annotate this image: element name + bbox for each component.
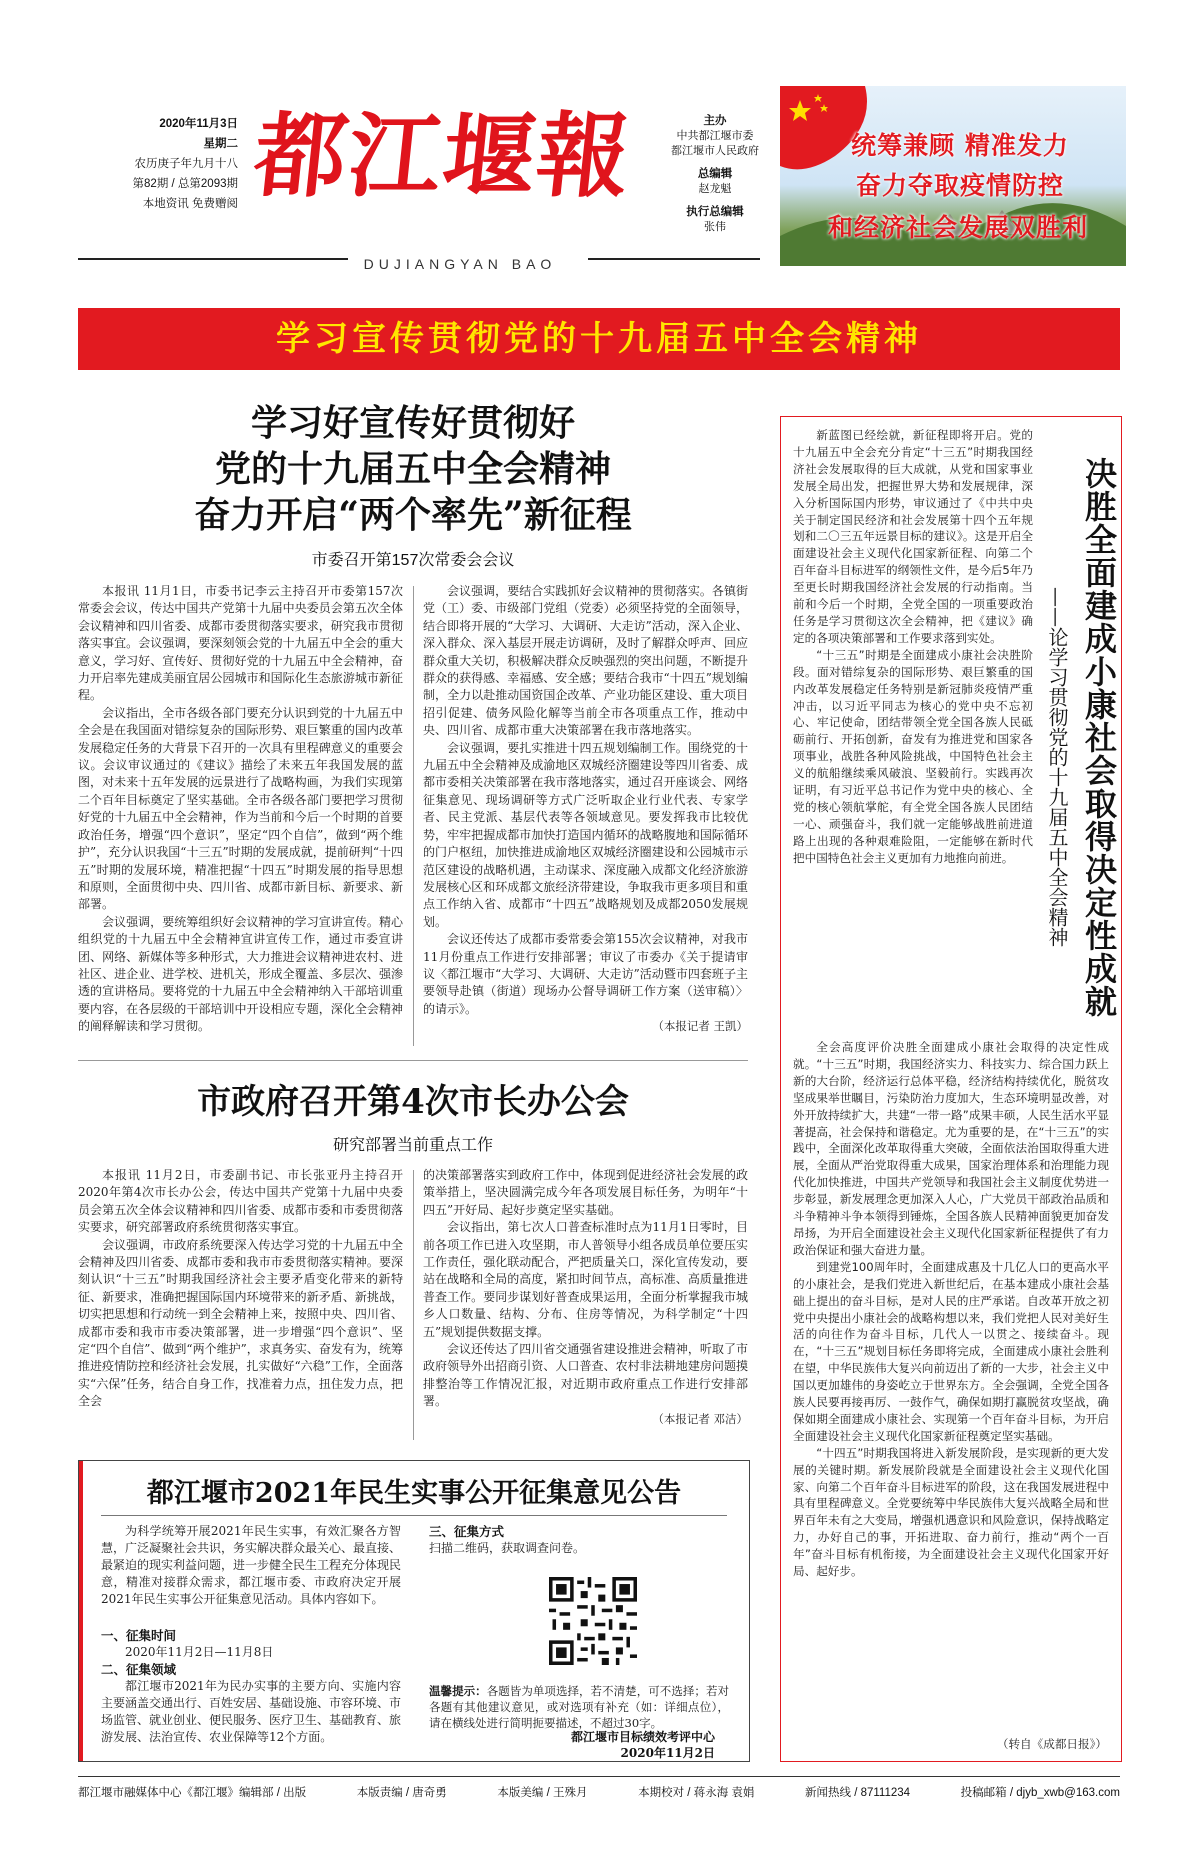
footer-editor: 本版责编 / 唐奇勇 <box>356 1787 447 1799</box>
article2-paragraph: 会议指出，第七次人口普查标准时点为11月1日零时，目前各项工作已进入攻坚期，市人普领导小组各成员单位要压实工作责任，强化联动配合，严把质量关口，深化宣传发动，要站在战略和全局的高度，紧扣时间节点，高标准、高质量推进普查工作。要同步谋划好普查成果运用，全面分析掌握我市城乡人口数量、结构、分布、住房等情况，为科学制定“十四五”规划提供数据支撑。 <box>423 1220 748 1339</box>
editor-name: 赵龙魁 <box>698 183 732 195</box>
notice-right-col <box>429 1523 729 1557</box>
notice-sec1-text: 2020年11月2日—11月8日 <box>125 1645 274 1659</box>
article1-column-left <box>78 583 403 1036</box>
notice-sec2-title: 二、征集领域 <box>101 1662 177 1677</box>
article1-paragraph: 会议强调，要扎实推进十四五规划编制工作。围绕党的十九届五中全会精神及成渝地区双城经济圈建设等四川省委、成都市委相关决策部署在我市落地落实，通过召开座谈会、网络征集意见、现场调研等方式广泛听取企业行业代表、专家学者、民主党派、基层代表等各领域意见。要发挥我市比较优势，牢牢把握成都市加快打造国内循环的战略腹地和国际循环的门户枢纽，加快推进成渝地区双城经济圈建设和公园城市示范区建设的战略机遇，主动谋求、深度融入成都文化经济旅游发展核心区和环成都文旅经济带建设，争取我市更多项目和重点工作纳入省、成都市“十四五”战略规划及成都2050发展规划。 <box>423 740 748 929</box>
article2-paragraph: 会议还传达了四川省交通强省建设推进会精神，听取了市政府领导外出招商引资、人口普查、农村非法耕地建房问题摸排整治等工作情况汇报，对近期市政府重点工作进行安排部署。 <box>423 1342 748 1409</box>
commentary-paragraph: “十三五”时期是全面建成小康社会决胜阶段。面对错综复杂的国际形势、艰巨繁重的国内改革发展稳定任务特别是新冠肺炎疫情严重冲击，以习近平同志为核心的党中央不忘初心、牢记使命，团结带领全党全国各族人民砥砺前行、开拓创新，奋发有为推进党和国家各项事业，战胜各种风险挑战，中国特色社会主义的航船继续乘风破浪、坚毅前行。实践再次证明，有习近平总书记作为党中央的核心、全党的核心领航掌舵，有全党全国各族人民团结一心、顽强奋斗，我们就一定能够战胜前进道路上出现的各种艰难险阻，一定能够在新时代把中国特色社会主义更加有力地推向前进。 <box>793 647 1033 865</box>
column-divider <box>413 586 414 1046</box>
footer-publisher: 都江堰市融媒体中心《都江堰》编辑部 / 出版 <box>78 1787 307 1799</box>
host-2: 都江堰市人民政府 <box>671 145 759 157</box>
issue-date: 2020年11月3日 <box>159 118 238 130</box>
ad-line-2: 奋力夺取疫情防控 <box>855 171 1064 200</box>
commentary-subtitle: ——论学习贯彻党的十九届五中全会精神 <box>1045 587 1069 947</box>
notice-tip-text: 各题皆为单项选择，若不清楚，可不选择；若对各题有其他建议意见，或对选项有补充（如：详细点位），请在横线处进行简明扼要描述，不超过30字。 <box>429 1684 730 1730</box>
article2-headline: 市政府召开第4次市长办公会 <box>197 1082 629 1122</box>
commentary-paragraph: “十四五”时期我国将进入新发展阶段，是实现新的更大发展的关键时期。新发展阶段就是全面建设社会主义现代化国家、向第二个百年奋斗目标进军的阶段，这在我国发展进程中具有里程碑意义。全党要统筹中华民族伟大复兴战略全局和世界百年未有之大变局，增强机遇意识和风险意识，保持战略定力，办好自己的事，开拓进取、奋力前行，推动“两个一百年”奋斗目标有机衔接，为全面建设社会主义现代化国家开好局、起好步。 <box>793 1445 1109 1579</box>
exec-editor-label: 执行总编辑 <box>686 206 744 218</box>
masthead-rule-right <box>588 258 760 260</box>
article2-paragraph: 本报讯 11月2日，市委副书记、市长张亚丹主持召开2020年第4次市长办公会，传达中国共产党第十九届中央委员会第五次全体会议精神和四川省委、成都市委和市委贯彻落实要求，研究部署政府系统贯彻落实事宜。 <box>78 1168 403 1235</box>
masthead-rule-left <box>78 258 348 260</box>
masthead-staff <box>660 114 770 235</box>
column-divider <box>413 1170 414 1440</box>
commentary-body-top <box>793 427 1033 867</box>
article1-column-right <box>423 583 748 1036</box>
article1-paragraph: 会议指出，全市各级各部门要充分认识到党的十九届五中全会是在我国面对错综复杂的国际形势、艰巨繁重的国内改革发展稳定任务的大背景下召开的一次具有里程碑意义的重要会议。会议审议通过的《建议》描绘了未来五年我国发展的蓝图，对未来十五年发展的远景进行了战略构画，为我们实现第二个百年目标奠定了坚实基础。全市各级各部门要把学习贯彻好党的十九届五中全会精神，作为当前和今后一个时期的首要政治任务，增强“四个意识”，坚定“四个自信”，做到“两个维护”，充分认识我国“十三五”时期的发展成就，提前研判“十四五”时期的发展环境，精准把握“十四五”时期发展的指导思想和原则，全面贯彻中央、四川省、成都市新目标、新要求、新部署。 <box>78 705 403 912</box>
issue-weekday: 星期二 <box>203 138 238 150</box>
article1-headline-line3: 奋力开启“两个率先”新征程 <box>194 494 632 536</box>
article1-headline <box>78 400 748 538</box>
article1-subhead: 市委召开第157次常委会会议 <box>311 552 515 569</box>
notice-signature <box>429 1729 715 1761</box>
ad-line-3: 和经济社会发展双胜利 <box>827 213 1088 242</box>
lunar-date: 农历庚子年九月十八 <box>134 158 238 170</box>
host-label: 主办 <box>703 115 727 127</box>
public-notice <box>78 1460 750 1762</box>
editor-label: 总编辑 <box>697 168 733 180</box>
footer <box>78 1784 1120 1800</box>
notice-sec3-text: 扫描二维码，获取调查问卷。 <box>429 1541 586 1555</box>
notice-sign-date: 2020年11月2日 <box>620 1746 715 1760</box>
notice-tip-label: 温馨提示： <box>429 1684 487 1698</box>
article1-paragraph: 会议强调，要统筹组织好会议精神的学习宣讲宣传。精心组织党的十九届五中全会精神宣讲宣传工作，通过市委宣讲团、网络、新媒体等多种形式，大力推进会议精神进农村、进社区、进企业、进学校、进机关，形成全覆盖、多层次、强渗透的宣讲格局。要将党的十九届五中全会精神纳入干部培训重要内容，在各层级的干部培训中开设相应专题，深化全会精神的阐释解读和学习贯彻。 <box>78 914 403 1034</box>
article2-paragraph: 会议强调，市政府系统要深入传达学习党的十九届五中全会精神及四川省委、成都市委和我市市委贯彻落实精神。要深刻认识“十三五”时期我国经济社会主要矛盾变化带来的新特征、新要求，准确把握国际国内环境带来的新矛盾、新挑战，切实把思想和行动统一到全会精神上来，按照中央、四川省、成都市委和我市市委决策部署，进一步增强“四个意识”、坚定“四个自信”、做到“两个维护”，求真务实、奋发有为，统筹推进疫情防控和经济社会发展，扎实做好“六稳”工作，全面落实“六保”任务，结合自身工作，找准着力点，扭住发力点，把全会 <box>78 1237 403 1409</box>
article1-paragraph: 会议强调，要结合实践抓好会议精神的贯彻落实。各镇街党（工）委、市级部门党组（党委）必须坚持党的全面领导，结合即将开展的“大学习、大调研、大走访”活动，深入企业、深入群众、深入基层开展走访调研，及时了解群众呼声、回应群众重大关切，积极解决群众反映强烈的突出问题，不断提升群众的获得感、幸福感、安全感；要结合我市“十四五”规划编制，全力以赴推动国资国企改革、产业功能区建设、重大项目招引促建、债务风险化解等当前全市各项重点工作，推动中央、四川省、成都市重大决策部署在我市落地落实。 <box>423 584 748 738</box>
commentary-paragraph: 到建党100周年时，全面建成惠及十几亿人口的更高水平的小康社会，是我们党进入新世纪后，在基本建成小康社会基础上提出的奋斗目标，是对人民的庄严承诺。自改革开放之初党中央提出小康社会的战略构想以来，我们党把人民对美好生活的向往作为奋斗目标，几代人一以贯之、接续奋斗。现在，“十三五”规划目标任务即将完成，全面建成小康社会胜利在望，中华民族伟大复兴向前迈出了新的一大步，社会主义中国以更加雄伟的身姿屹立于世界东方。全会强调，全党全国各族人民要再接再厉、一鼓作气，确保如期打赢脱贫攻坚战，确保如期全面建成小康社会、实现第一个百年奋斗目标，为开启全面建设社会主义现代化国家新征程奠定坚实基础。 <box>793 1259 1109 1443</box>
issue-number: 第82期 / 总第2093期 <box>132 178 238 190</box>
footer-proofreader: 本期校对 / 蒋永海 袁娟 <box>638 1787 755 1799</box>
newspaper-title: 都江堰報 <box>249 102 637 210</box>
article2-paragraph: 的决策部署落实到政府工作中，体现到促进经济社会发展的政策举措上，坚决圆满完成今年各项发展目标任务，为明年“十四五”开好局、起好步奠定坚实基础。 <box>423 1168 748 1217</box>
exec-editor-name: 张伟 <box>704 221 726 233</box>
article1-headline-line2: 党的十九届五中全会精神 <box>214 448 611 490</box>
article1-headline-line1: 学习好宣传好贯彻好 <box>250 402 575 444</box>
notice-signer: 都江堰市目标绩效考评中心 <box>570 1730 715 1744</box>
footer-email[interactable]: 投稿邮箱 / djyb_xwb@163.com <box>960 1787 1120 1799</box>
article2-column-right <box>423 1167 748 1428</box>
host-1: 中共都江堰市委 <box>676 130 754 142</box>
ad-line-1: 统筹兼顾 精准发力 <box>851 131 1069 160</box>
article1-credit: （本报记者 王凯） <box>652 1019 748 1034</box>
notice-title-rule <box>101 1515 727 1516</box>
footer-designer: 本版美编 / 王殊月 <box>497 1787 588 1799</box>
notice-intro: 为科学统筹开展2021年民生实事，有效汇聚各方智慧，广泛凝聚社会共识，务实解决群众最关心、最直接、最紧迫的现实利益问题，进一步健全民生工程充分体现民意，精准对接群众需求，都江堰市委、市政府决定开展2021年民生实事公开征集意见活动。具体内容如下。 <box>101 1524 402 1606</box>
article2-credit: （本报记者 邓洁） <box>652 1411 748 1426</box>
qr-code-icon[interactable] <box>549 1577 637 1665</box>
footer-hotline: 新闻热线 / 87111234 <box>805 1787 911 1799</box>
commentary-paragraph: 全会高度评价决胜全面建成小康社会取得的决定性成就。“十三五”时期，我国经济实力、科技实力、综合国力跃上新的大台阶，经济运行总体平稳，经济结构持续优化，脱贫攻坚成果举世瞩目，污染防治力度加大，生态环境明显改善，对外开放持续扩大，共建“一带一路”成果丰硕，人民生活水平显著提高，社会保持和谐稳定。尤为重要的是，在“十三五”的实践中，全面深化改革取得重大突破，全面依法治国取得重大进展，全面从严治党取得重大成果，国家治理体系和治理能力现代化加快推进，中国共产党领导和我国社会主义制度优势进一步彰显，新发展理念更加深入人心，广大党员干部政治品质和斗争精神斗争本领得到锤炼，全国各族人民精神面貌更加奋发昂扬，为开启全面建设社会主义现代化国家新征程提供了有力政治保证和强大奋进力量。 <box>793 1040 1109 1257</box>
notice-sec2-text: 都江堰市2021年为民办实事的主要方向、实施内容主要涵盖交通出行、百姓安居、基础设施、市容环境、市场监管、就业创业、便民服务、医疗卫生、基础教育、旅游发展、法治宣传、农业保障等12个方面。 <box>101 1679 402 1744</box>
notice-tip <box>429 1683 729 1731</box>
notice-accent-bar <box>79 1461 83 1761</box>
commentary-paragraph: 新蓝图已经绘就，新征程即将开启。党的十九届五中全会充分肯定“十三五”时期我国经济社会发展取得的巨大成就，从党和国家事业发展全局出发，把握世界大势和发展规律，深入分析国际国内形势，审议通过了《中共中央关于制定国民经济和社会发展第十四个五年规划和二〇三五年远景目标的建议》。这是开启全面建设社会主义现代化国家新征程、向第二个百年奋斗目标进军的纲领性文件，是今后5年乃至更长时期我国经济社会发展的行动指南。当前和今后一个时期，全党全国的一项重要政治任务是学习贯彻这次全会精神，把《建议》确定的各项决策部署和工作要求落到实处。 <box>793 428 1033 645</box>
distribution-note: 本地资讯 免费赠阅 <box>142 198 238 210</box>
notice-sections <box>101 1627 401 1746</box>
commentary-box <box>780 416 1122 1762</box>
commentary-source: （转自《成都日报》） <box>996 1737 1107 1752</box>
notice-sec1-title: 一、征集时间 <box>101 1628 177 1643</box>
article1-paragraph: 会议还传达了成都市委常委会第155次会议精神，对我市11月份重点工作进行安排部署；审议了市委办《关于提请审议〈都江堰市“大学习、大调研、大走访”活动暨市四套班子主要领导赴镇（街道）现场办公督导调研工作方案（送审稿）〉的请示》。 <box>423 932 748 1016</box>
footer-rule <box>78 1776 1120 1777</box>
notice-title: 都江堰市2021年民生实事公开征集意见公告 <box>146 1478 682 1509</box>
masthead-ad <box>780 86 1126 266</box>
commentary-title: 决胜全面建成小康社会取得决定性成就 <box>1080 457 1118 1018</box>
newspaper-subtitle: DUJIANGYAN BAO <box>363 256 557 272</box>
article2-column-left <box>78 1167 403 1411</box>
commentary-body-bottom <box>793 1039 1109 1580</box>
article1-paragraph: 本报讯 11月1日，市委书记李云主持召开市委第157次常委会会议，传达中国共产党第十九届中央委员会第五次全体会议精神和四川省委、成都市委贯彻落实要求，研究我市贯彻落实事宜。会议强调，要深刻领会党的十九届五中全会的重大意义，学习好、宣传好、贯彻好党的十九届五中全会精神，奋力开启率先建成美丽宜居公园城市和国际化生态旅游城市新征程。 <box>78 584 403 703</box>
notice-sec3-title: 三、征集方式 <box>429 1524 505 1539</box>
section-banner: 学习宣传贯彻党的十九届五中全会精神 <box>78 308 1120 370</box>
article2-subhead: 研究部署当前重点工作 <box>332 1137 493 1154</box>
article-separator <box>78 1060 748 1061</box>
